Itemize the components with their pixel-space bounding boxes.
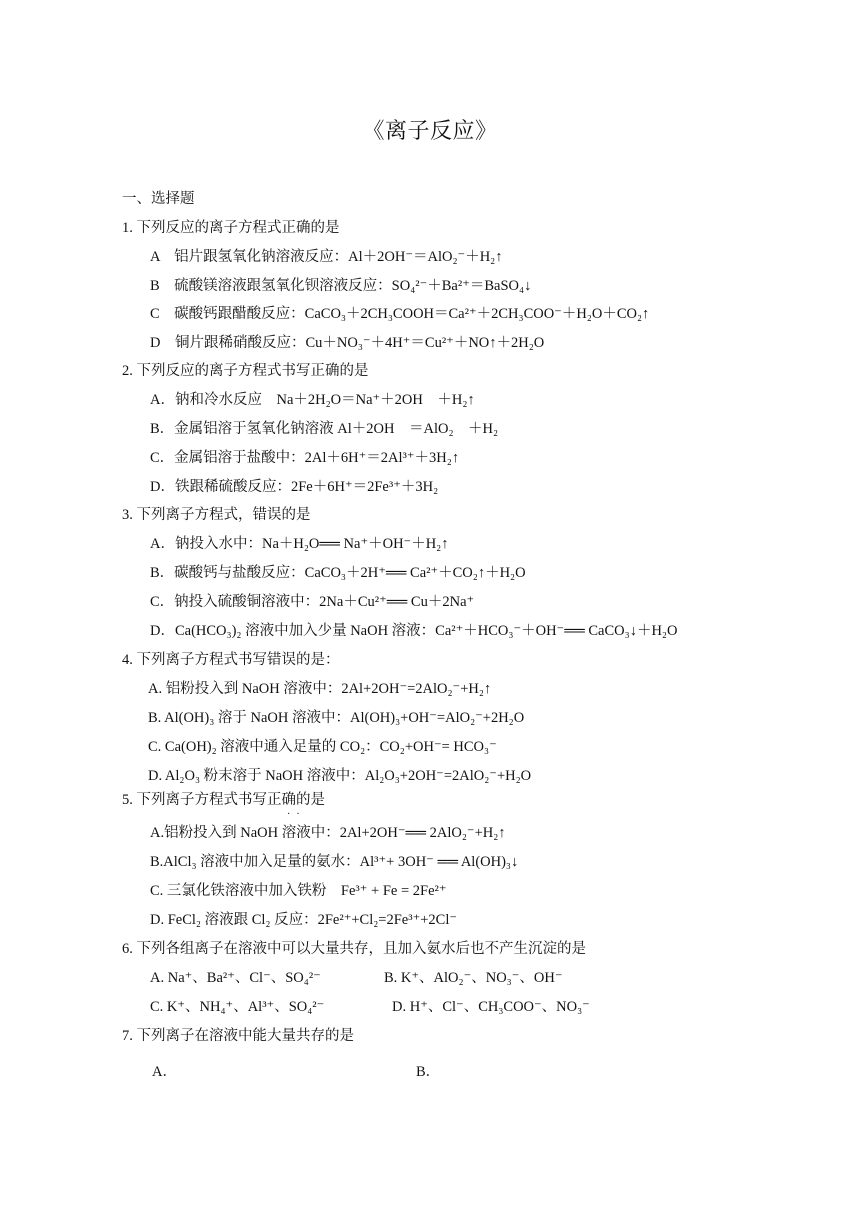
question-6-option-c: C. K⁺、NH₄⁺、Al³⁺、SO₄²⁻ — [150, 999, 325, 1015]
question-4-option-d: D. Al₂O₃ 粉末溶于 NaOH 溶液中：Al₂O₃+2OH⁻=2AlO₂⁻+H₂O — [148, 768, 532, 784]
page-title: 《离子反应》 — [362, 119, 498, 144]
question-7-option-b: B． — [416, 1064, 441, 1080]
question-6-option-a: A. Na⁺、Ba²⁺、Cl⁻、SO₄²⁻ — [150, 970, 321, 986]
question-3-option-c: C．钠投入硫酸铜溶液中：2Na＋Cu²⁺══ Cu＋2Na⁺ — [150, 594, 475, 610]
question-2-stem: 2. 下列反应的离子方程式书写正确的是 — [122, 363, 369, 379]
question-5-stem: 5. 下列离子方程式书写正确的是 — [122, 792, 325, 808]
question-5-option-d: D. FeCl₂ 溶液跟 Cl₂ 反应：2Fe²⁺+Cl₂=2Fe³⁺+2Cl⁻ — [150, 912, 457, 928]
emphasis-dots: ·· — [287, 809, 306, 820]
question-4-option-a: A. 铝粉投入到 NaOH 溶液中：2Al+2OH⁻=2AlO₂⁻+H₂↑ — [148, 681, 492, 697]
question-6-option-b: B. K⁺、AlO₂⁻、NO₃⁻、OH⁻ — [384, 970, 563, 986]
question-3-option-b: B．碳酸钙与盐酸反应：CaCO₃＋2H⁺══ Ca²⁺＋CO₂↑＋H₂O — [150, 565, 526, 581]
question-5-option-b: B.AlCl₃ 溶液中加入足量的氨水：Al³⁺+ 3OH⁻ ══ Al(OH)₃↓ — [150, 854, 519, 870]
question-4-stem: 4. 下列离子方程式书写错误的是： — [122, 652, 340, 668]
question-1-option-b: B 硫酸镁溶液跟氢氧化钡溶液反应：SO₄²⁻＋Ba²⁺＝BaSO₄↓ — [150, 278, 532, 294]
question-2-option-c: C．金属铝溶于盐酸中：2Al＋6H⁺＝2Al³⁺＋3H₂↑ — [150, 450, 460, 466]
question-5-option-a: A.铝粉投入到 NaOH 溶液中：2Al+2OH⁻══ 2AlO₂⁻+H₂↑ — [150, 825, 506, 841]
question-1-option-d: D 铜片跟稀硝酸反应：Cu＋NO₃⁻＋4H⁺＝Cu²⁺＋NO↑＋2H₂O — [150, 335, 545, 351]
question-3-stem: 3. 下列离子方程式，错误的是 — [122, 507, 311, 523]
question-3-option-a: A．钠投入水中：Na＋H₂O══ Na⁺＋OH⁻＋H₂↑ — [150, 536, 449, 552]
question-4-option-b: B. Al(OH)₃ 溶于 NaOH 溶液中：Al(OH)₃+OH⁻=AlO₂⁻+2H₂O — [148, 710, 525, 726]
question-4-option-c: C. Ca(OH)₂ 溶液中通入足量的 CO₂：CO₂+OH⁻= HCO₃⁻ — [148, 739, 497, 755]
question-2-option-d: D．铁跟稀硫酸反应：2Fe＋6H⁺＝2Fe³⁺＋3H₂ — [150, 479, 439, 495]
question-3-option-d: D．Ca(HCO₃)₂ 溶液中加入少量 NaOH 溶液：Ca²⁺＋HCO₃⁻＋OH⁻══ CaCO₃↓＋H₂O — [150, 623, 678, 639]
question-2-option-b: B．金属铝溶于氢氧化钠溶液 Al＋2OH ＝AlO₂ ＋H₂ — [150, 421, 499, 437]
question-2-option-a: A．钠和冷水反应 Na＋2H₂O＝Na⁺＋2OH ＋H₂↑ — [150, 392, 475, 408]
question-6-option-d: D. H⁺、Cl⁻、CH₃COO⁻、NO₃⁻ — [392, 999, 590, 1015]
question-6-stem: 6. 下列各组离子在溶液中可以大量共存，且加入氨水后也不产生沉淀的是 — [122, 941, 586, 957]
question-1-stem: 1. 下列反应的离子方程式正确的是 — [122, 220, 340, 236]
question-1-option-a: A 铝片跟氢氧化钠溶液反应：Al＋2OH⁻＝AlO₂⁻＋H₂↑ — [150, 249, 503, 265]
section-heading: 一、选择题 — [122, 191, 195, 207]
question-1-option-c: C 碳酸钙跟醋酸反应：CaCO₃＋2CH₃COOH＝Ca²⁺＋2CH₃COO⁻＋H₂O＋CO₂↑ — [150, 306, 650, 322]
question-7-option-a: A． — [152, 1064, 177, 1080]
question-7-stem: 7. 下列离子在溶液中能大量共存的是 — [122, 1028, 354, 1044]
question-5-option-c: C. 三氯化铁溶液中加入铁粉 Fe³⁺ + Fe = 2Fe²⁺ — [150, 883, 447, 899]
